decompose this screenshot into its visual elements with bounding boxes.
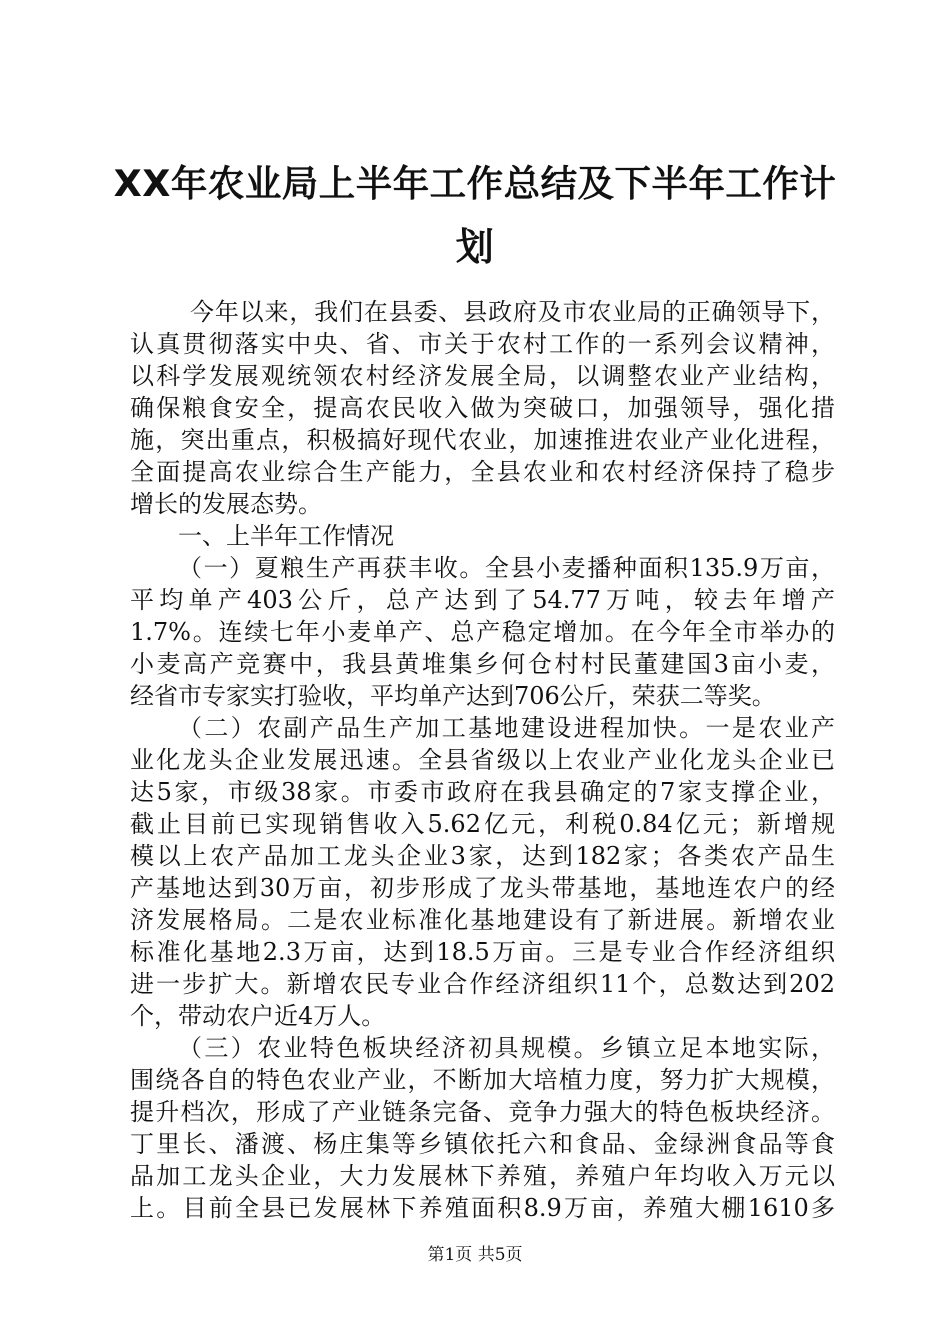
text-line: 今年以来，我们在县委、县政府及市农业局的正确领导下，: [190, 298, 835, 326]
text-line: 丁里长、潘渡、杨庄集等乡镇依托六和食品、金绿洲食品等食: [130, 1130, 835, 1158]
text-line: 经省市专家实打验收，平均单产达到706公斤，荣获二等奖。: [130, 682, 776, 710]
text-line: 模以上农产品加工龙头企业3家，达到182家；各类农产品生: [130, 842, 835, 870]
text-line: （三）农业特色板块经济初具规模。乡镇立足本地实际，: [178, 1034, 835, 1062]
text-line: 围绕各自的特色农业产业，不断加大培植力度，努力扩大规模，: [130, 1066, 835, 1094]
text-line: 以科学发展观统领农村经济发展全局，以调整农业产业结构，: [130, 362, 835, 390]
text-line: 上。目前全县已发展林下养殖面积8.9万亩，养殖大棚1610多: [130, 1194, 835, 1222]
section-heading: 一、上半年工作情况: [178, 522, 394, 550]
text-line: 济发展格局。二是农业标准化基地建设有了新进展。新增农业: [130, 906, 835, 934]
text-line: 个，带动农户近4万人。: [130, 1002, 386, 1030]
text-line: （一）夏粮生产再获丰收。全县小麦播种面积135.9万亩，: [178, 554, 835, 582]
document-title-line-1: XX年农业局上半年工作总结及下半年工作计: [113, 162, 837, 205]
document-body: [130, 296, 835, 1224]
text-line: 全面提高农业综合生产能力，全县农业和农村经济保持了稳步: [130, 458, 835, 486]
text-line: 认真贯彻落实中央、省、市关于农村工作的一系列会议精神，: [130, 330, 835, 358]
text-line: 提升档次，形成了产业链条完备、竞争力强大的特色板块经济。: [130, 1098, 835, 1126]
text-line: 达5家，市级38家。市委市政府在我县确定的7家支撑企业，: [130, 778, 835, 806]
text-line: 增长的发展态势。: [130, 490, 322, 518]
text-line: 平均单产403公斤，总产达到了54.77万吨，较去年增产: [130, 586, 835, 614]
text-line: 进一步扩大。新增农民专业合作经济组织11个，总数达到202: [130, 970, 835, 998]
text-line: 标准化基地2.3万亩，达到18.5万亩。三是专业合作经济组织: [130, 938, 835, 966]
page-footer: 第1页 共5页: [427, 1245, 523, 1265]
text-line: 产基地达到30万亩，初步形成了龙头带基地，基地连农户的经: [130, 874, 835, 902]
text-line: 确保粮食安全，提高农民收入做为突破口，加强领导，强化措: [130, 394, 835, 422]
document-title-line-2: 划: [455, 225, 495, 269]
text-line: 截止目前已实现销售收入5.62亿元，利税0.84亿元；新增规: [130, 810, 835, 838]
text-line: （二）农副产品生产加工基地建设进程加快。一是农业产: [178, 714, 835, 742]
text-line: 小麦高产竞赛中，我县黄堆集乡何仓村村民董建国3亩小麦，: [130, 650, 835, 678]
text-line: 1.7%。连续七年小麦单产、总产稳定增加。在今年全市举办的: [130, 618, 835, 646]
text-line: 品加工龙头企业，大力发展林下养殖，养殖户年均收入万元以: [130, 1162, 835, 1190]
text-line: 业化龙头企业发展迅速。全县省级以上农业产业化龙头企业已: [130, 746, 835, 774]
text-line: 施，突出重点，积极搞好现代农业，加速推进农业产业化进程，: [130, 426, 835, 454]
